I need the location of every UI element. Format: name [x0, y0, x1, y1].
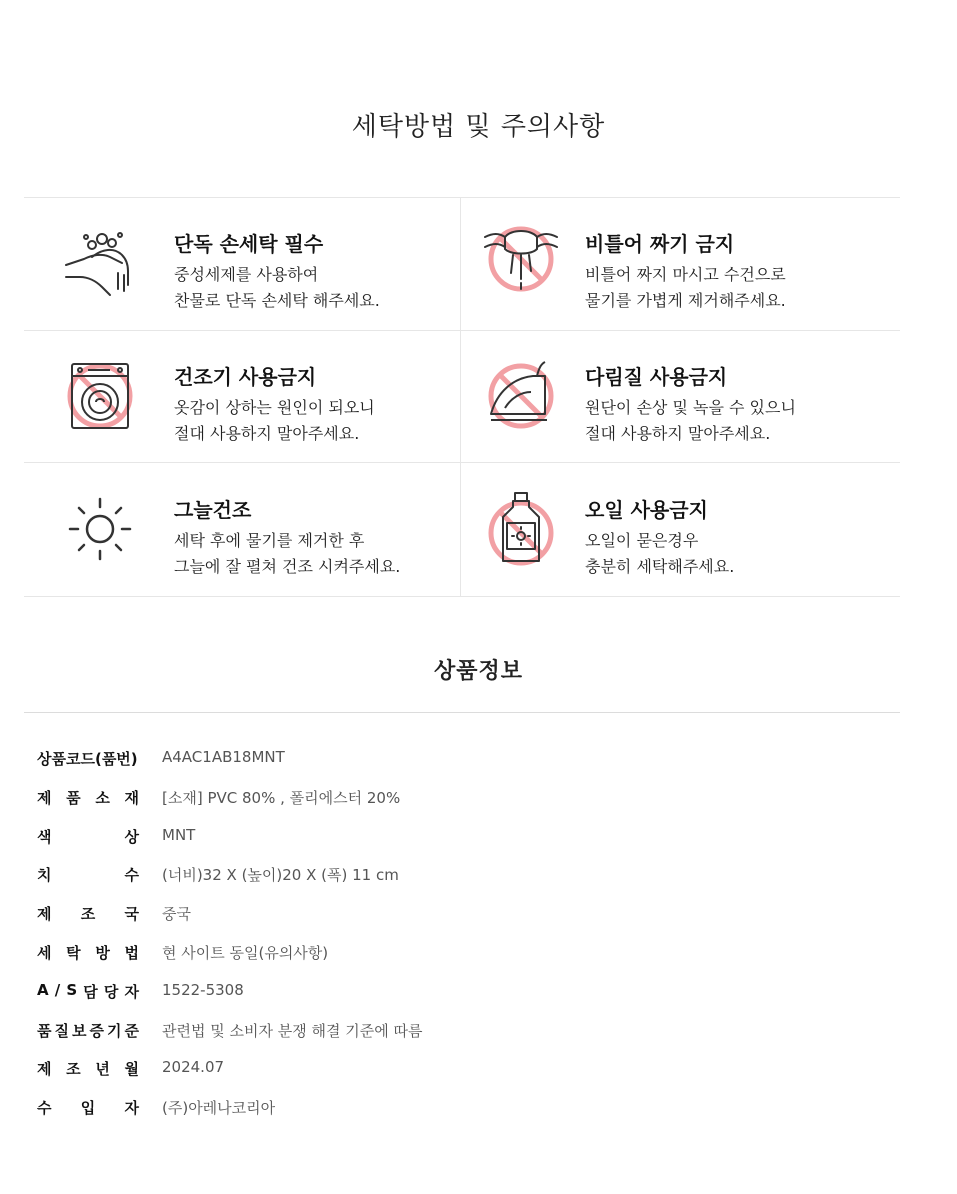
info-label: 제 조 년 월 — [37, 1060, 139, 1079]
info-row — [37, 820, 897, 859]
care-item-line: 물기를 가볍게 제거해주세요. — [585, 291, 786, 310]
care-section-title: 세탁방법 및 주의사항 — [351, 112, 606, 142]
info-row — [37, 1091, 897, 1130]
info-label: 제 품 소 재 — [37, 788, 139, 807]
sun-dry-icon — [62, 491, 138, 567]
info-value: 관련법 및 소비자 분쟁 해결 기준에 따름 — [162, 1021, 423, 1040]
hand-wash-icon — [62, 225, 138, 301]
info-label: 상품코드(품번) — [37, 750, 138, 768]
care-item-line: 오일이 묻은경우 — [585, 531, 699, 550]
care-item-title: 비틀어 짜기 금지 — [585, 232, 735, 256]
care-item-no-iron — [461, 331, 897, 463]
care-instructions-grid — [24, 197, 900, 597]
info-label: 세 탁 방 법 — [37, 943, 139, 962]
no-iron-icon — [483, 358, 559, 434]
info-value: (주)아레나코리아 — [162, 1099, 276, 1118]
care-item-title: 오일 사용금지 — [585, 498, 708, 522]
care-item-line: 원단이 손상 및 녹을 수 있으니 — [585, 398, 796, 417]
no-tumble-dry-icon — [62, 358, 138, 434]
care-item-shade-dry — [24, 464, 460, 596]
info-value: [소재] PVC 80% , 폴리에스터 20% — [162, 788, 401, 807]
no-wring-icon — [483, 225, 559, 301]
care-item-no-oil — [461, 464, 897, 596]
info-value: A4AC1AB18MNT — [162, 748, 285, 766]
care-item-hand-wash — [24, 198, 460, 330]
care-item-title: 건조기 사용금지 — [174, 365, 317, 389]
care-item-title: 다림질 사용금지 — [585, 365, 728, 389]
care-item-line: 중성세제를 사용하여 — [174, 265, 319, 284]
care-item-line: 찬물로 단독 손세탁 해주세요. — [174, 291, 380, 310]
info-row — [37, 975, 897, 1014]
info-value: 현 사이트 동일(유의사항) — [162, 943, 329, 962]
care-item-no-dryer — [24, 331, 460, 463]
care-item-line: 세탁 후에 물기를 제거한 후 — [174, 531, 365, 550]
info-label: 품 질 보 증 기 준 — [37, 1021, 139, 1040]
care-item-line: 충분히 세탁해주세요. — [585, 557, 735, 576]
product-info-table — [37, 742, 897, 1130]
info-value: (너비)32 X (높이)20 X (폭) 11 cm — [162, 866, 399, 885]
info-row — [37, 781, 897, 820]
info-label: A / S 담 당 자 — [37, 980, 139, 1001]
care-item-line: 절대 사용하지 말아주세요. — [585, 424, 771, 443]
info-row — [37, 897, 897, 936]
care-item-line: 그늘에 잘 펼쳐 건조 시켜주세요. — [174, 557, 401, 576]
care-item-line: 절대 사용하지 말아주세요. — [174, 424, 360, 443]
no-oil-icon — [483, 491, 559, 567]
info-row — [37, 936, 897, 975]
care-item-line: 비틀어 짜지 마시고 수건으로 — [585, 265, 786, 284]
info-value: 1522-5308 — [162, 980, 244, 999]
info-value: MNT — [162, 825, 196, 844]
info-value: 2024.07 — [162, 1058, 225, 1077]
info-label: 색 상 — [37, 827, 139, 846]
care-item-no-wring — [461, 198, 897, 330]
info-label: 수 입 자 — [37, 1099, 139, 1118]
care-item-title: 단독 손세탁 필수 — [174, 232, 324, 256]
info-row — [37, 1014, 897, 1053]
divider — [24, 712, 900, 713]
care-item-line: 옷감이 상하는 원인이 되오니 — [174, 398, 375, 417]
info-value: 중국 — [162, 905, 191, 924]
info-row — [37, 858, 897, 897]
product-info-title: 상품정보 — [433, 659, 523, 684]
care-item-title: 그늘건조 — [174, 498, 252, 522]
info-label: 치 수 — [37, 866, 139, 885]
info-row — [37, 1052, 897, 1091]
info-label: 제 조 국 — [37, 905, 139, 924]
info-row — [37, 742, 897, 781]
